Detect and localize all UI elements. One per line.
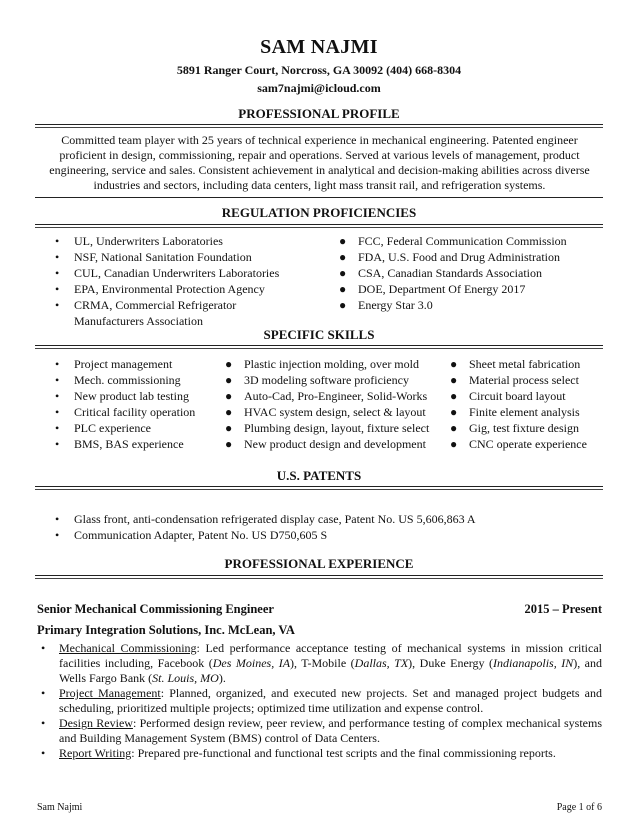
footer-name: Sam Najmi: [37, 802, 83, 813]
list-item-text: NSF, National Sanitation Foundation: [74, 250, 252, 264]
bullet-icon: •: [41, 716, 46, 730]
list-item-text: Plumbing design, layout, fixture select: [244, 421, 430, 435]
list-item-text: CNC operate experience: [469, 437, 587, 451]
bullet-icon: ●: [225, 389, 233, 403]
bullet-icon: •: [55, 421, 60, 435]
list-item-text: Sheet metal fabrication: [469, 357, 581, 371]
list-item-text: HVAC system design, select & layout: [244, 405, 426, 419]
bullet-icon: ●: [225, 421, 233, 435]
patents-rule-top-thin: [35, 489, 603, 490]
list-item: [52, 420, 224, 436]
list-item: [222, 388, 447, 404]
list-item-text: Glass front, anti-condensation refrigerated display case, Patent No. US 5,606,863 A: [74, 512, 476, 526]
bullet-icon: ●: [339, 282, 347, 296]
list-item-text: UL, Underwriters Laboratories: [74, 234, 223, 248]
bullet-icon: •: [55, 357, 60, 371]
list-item: [447, 372, 607, 388]
skills-rule-top-thin: [35, 348, 603, 349]
profile-rule-top: [35, 124, 603, 125]
list-item-text: CSA, Canadian Standards Association: [358, 266, 542, 280]
bullet-icon: •: [55, 282, 60, 296]
bullet-icon: •: [55, 512, 60, 526]
bullet-icon: ●: [450, 405, 458, 419]
list-item: [447, 436, 607, 452]
bullet-icon: •: [55, 234, 60, 248]
experience-rule-top: [35, 575, 603, 576]
duty-item: • Project Management: Planned, organized, and executed new projects. Set and managed project budgets and scheduling, prioritized multiple projects; optimized time utilization and expense control.: [41, 686, 602, 715]
list-item: [52, 297, 297, 329]
bullet-icon: ●: [450, 357, 458, 371]
list-item-text: Plastic injection molding, over mold: [244, 357, 419, 371]
bullet-icon: •: [55, 373, 60, 387]
list-item-text: BMS, BAS experience: [74, 437, 184, 451]
list-item-text: New product lab testing: [74, 389, 189, 403]
list-item: [336, 297, 601, 313]
bullet-icon: •: [55, 405, 60, 419]
duty-item: • Mechanical Commissioning: Led performance acceptance testing of mechanical systems in mission critical facilities including, Facebook (Des Moines, IA), T-Mobile (Dallas, TX), Duke Energy (Indianapolis, IN), and Wells Fargo Bank (St. Louis, MO).: [41, 641, 603, 685]
list-item: [52, 436, 224, 452]
list-item-text: Energy Star 3.0: [358, 298, 433, 312]
skills-column-3: [447, 356, 607, 452]
list-item-text: FDA, U.S. Food and Drug Administration: [358, 250, 561, 264]
list-item-text: New product design and development: [244, 437, 426, 451]
candidate-name: SAM NAJMI: [260, 36, 378, 58]
bullet-icon: •: [55, 437, 60, 451]
patents-rule-top: [35, 486, 603, 487]
bullet-icon: •: [55, 528, 60, 542]
list-item-text: Project management: [74, 357, 173, 371]
duty-label: Report Writing: [59, 746, 132, 760]
bullet-icon: •: [41, 686, 46, 700]
list-item-text: Critical facility operation: [74, 405, 196, 419]
bullet-icon: ●: [339, 298, 347, 312]
duty-item: • Report Writing: Prepared pre-functional and functional test scripts and the final commissioning reports.: [41, 746, 556, 760]
list-item-text: PLC experience: [74, 421, 151, 435]
experience-heading: PROFESSIONAL EXPERIENCE: [224, 556, 414, 571]
duty-label: Project Management: [59, 686, 161, 700]
skills-column-2: [222, 356, 447, 452]
job-duties-list: [37, 641, 602, 761]
list-item: [336, 233, 601, 249]
bullet-icon: ●: [339, 250, 347, 264]
list-item: [52, 356, 224, 372]
list-item: [52, 388, 224, 404]
list-item: [52, 265, 297, 281]
bullet-icon: ●: [339, 234, 347, 248]
list-item: [52, 527, 602, 543]
bullet-icon: ●: [225, 373, 233, 387]
company-name: Primary Integration Solutions, Inc. McLean, VA: [37, 623, 295, 637]
list-item: [52, 372, 224, 388]
regulations-list-right: [336, 233, 601, 313]
list-item: [222, 372, 447, 388]
profile-rule-top-thin: [35, 127, 603, 128]
bullet-icon: •: [41, 746, 46, 760]
list-item-text: CUL, Canadian Underwriters Laboratories: [74, 266, 280, 280]
list-item: [52, 249, 297, 265]
patents-list: [52, 511, 602, 543]
list-item: [447, 420, 607, 436]
bullet-icon: •: [55, 266, 60, 280]
bullet-icon: ●: [450, 421, 458, 435]
list-item-text: CRMA, Commercial Refrigerator Manufacturers Association: [74, 298, 237, 328]
list-item-text: Communication Adapter, Patent No. US D750,605 S: [74, 528, 328, 542]
list-item-text: DOE, Department Of Energy 2017: [358, 282, 526, 296]
list-item: [336, 265, 601, 281]
contact-address-phone: 5891 Ranger Court, Norcross, GA 30092 (404) 668-8304: [176, 63, 462, 77]
list-item: [447, 388, 607, 404]
list-item-text: 3D modeling software proficiency: [244, 373, 409, 387]
bullet-icon: ●: [450, 437, 458, 451]
experience-rule-top-thin: [35, 578, 603, 579]
regulations-rule-top-thin: [35, 227, 603, 228]
bullet-icon: ●: [225, 405, 233, 419]
regulations-rule-top: [35, 224, 603, 225]
list-item: [222, 404, 447, 420]
duty-item: • Design Review: Performed design review, peer review, and performance testing of complex mechanical systems and Building Management System (BMS) control of Data Centers.: [41, 716, 603, 745]
footer-page-number: Page 1 of 6: [556, 802, 602, 813]
list-item: [222, 356, 447, 372]
list-item-text: Finite element analysis: [469, 405, 580, 419]
bullet-icon: ●: [339, 266, 347, 280]
list-item-text: Circuit board layout: [469, 389, 566, 403]
bullet-icon: ●: [450, 389, 458, 403]
contact-email[interactable]: sam7najmi@icloud.com: [257, 81, 381, 95]
list-item: [447, 404, 607, 420]
bullet-icon: •: [55, 250, 60, 264]
bullet-icon: ●: [450, 373, 458, 387]
profile-summary: Committed team player with 25 years of technical experience in mechanical engineering. Patented engineer proficient in design, commissioning, repair and operations. Served at various levels of management, product engineering, service and sales. Consistent achievement in analytical and decision-making abilities across diverse industries and sectors, including data centers, light mass transit rail, and refrigeration systems.: [49, 133, 590, 192]
list-item: [336, 249, 601, 265]
job-dates: 2015 – Present: [524, 602, 602, 616]
bullet-icon: ●: [225, 357, 233, 371]
duty-label: Design Review: [59, 716, 133, 730]
list-item: [222, 420, 447, 436]
list-item: [52, 233, 297, 249]
skills-column-1: [52, 356, 224, 452]
job-title: Senior Mechanical Commissioning Engineer: [37, 602, 274, 616]
list-item-text: Material process select: [469, 373, 579, 387]
list-item: [52, 404, 224, 420]
regulations-list-left: [52, 233, 297, 329]
bullet-icon: •: [41, 641, 46, 655]
list-item: [52, 511, 602, 527]
list-item-text: Gig, test fixture design: [469, 421, 579, 435]
list-item: [336, 281, 601, 297]
list-item: [447, 356, 607, 372]
job-header-row: [37, 602, 602, 617]
skills-heading: SPECIFIC SKILLS: [263, 327, 375, 342]
bullet-icon: •: [55, 389, 60, 403]
list-item: [52, 281, 297, 297]
bullet-icon: •: [55, 298, 60, 312]
list-item-text: EPA, Environmental Protection Agency: [74, 282, 265, 296]
list-item-text: FCC, Federal Communication Commission: [358, 234, 567, 248]
patents-heading: U.S. PATENTS: [276, 468, 362, 483]
list-item: [222, 436, 447, 452]
duty-label: Mechanical Commissioning: [59, 641, 197, 655]
regulations-heading: REGULATION PROFICIENCIES: [221, 205, 417, 220]
profile-rule-bottom: [35, 197, 603, 198]
profile-heading: PROFESSIONAL PROFILE: [238, 106, 400, 121]
bullet-icon: ●: [225, 437, 233, 451]
list-item-text: Mech. commissioning: [74, 373, 181, 387]
skills-rule-top: [35, 345, 603, 346]
list-item-text: Auto-Cad, Pro-Engineer, Solid-Works: [244, 389, 428, 403]
